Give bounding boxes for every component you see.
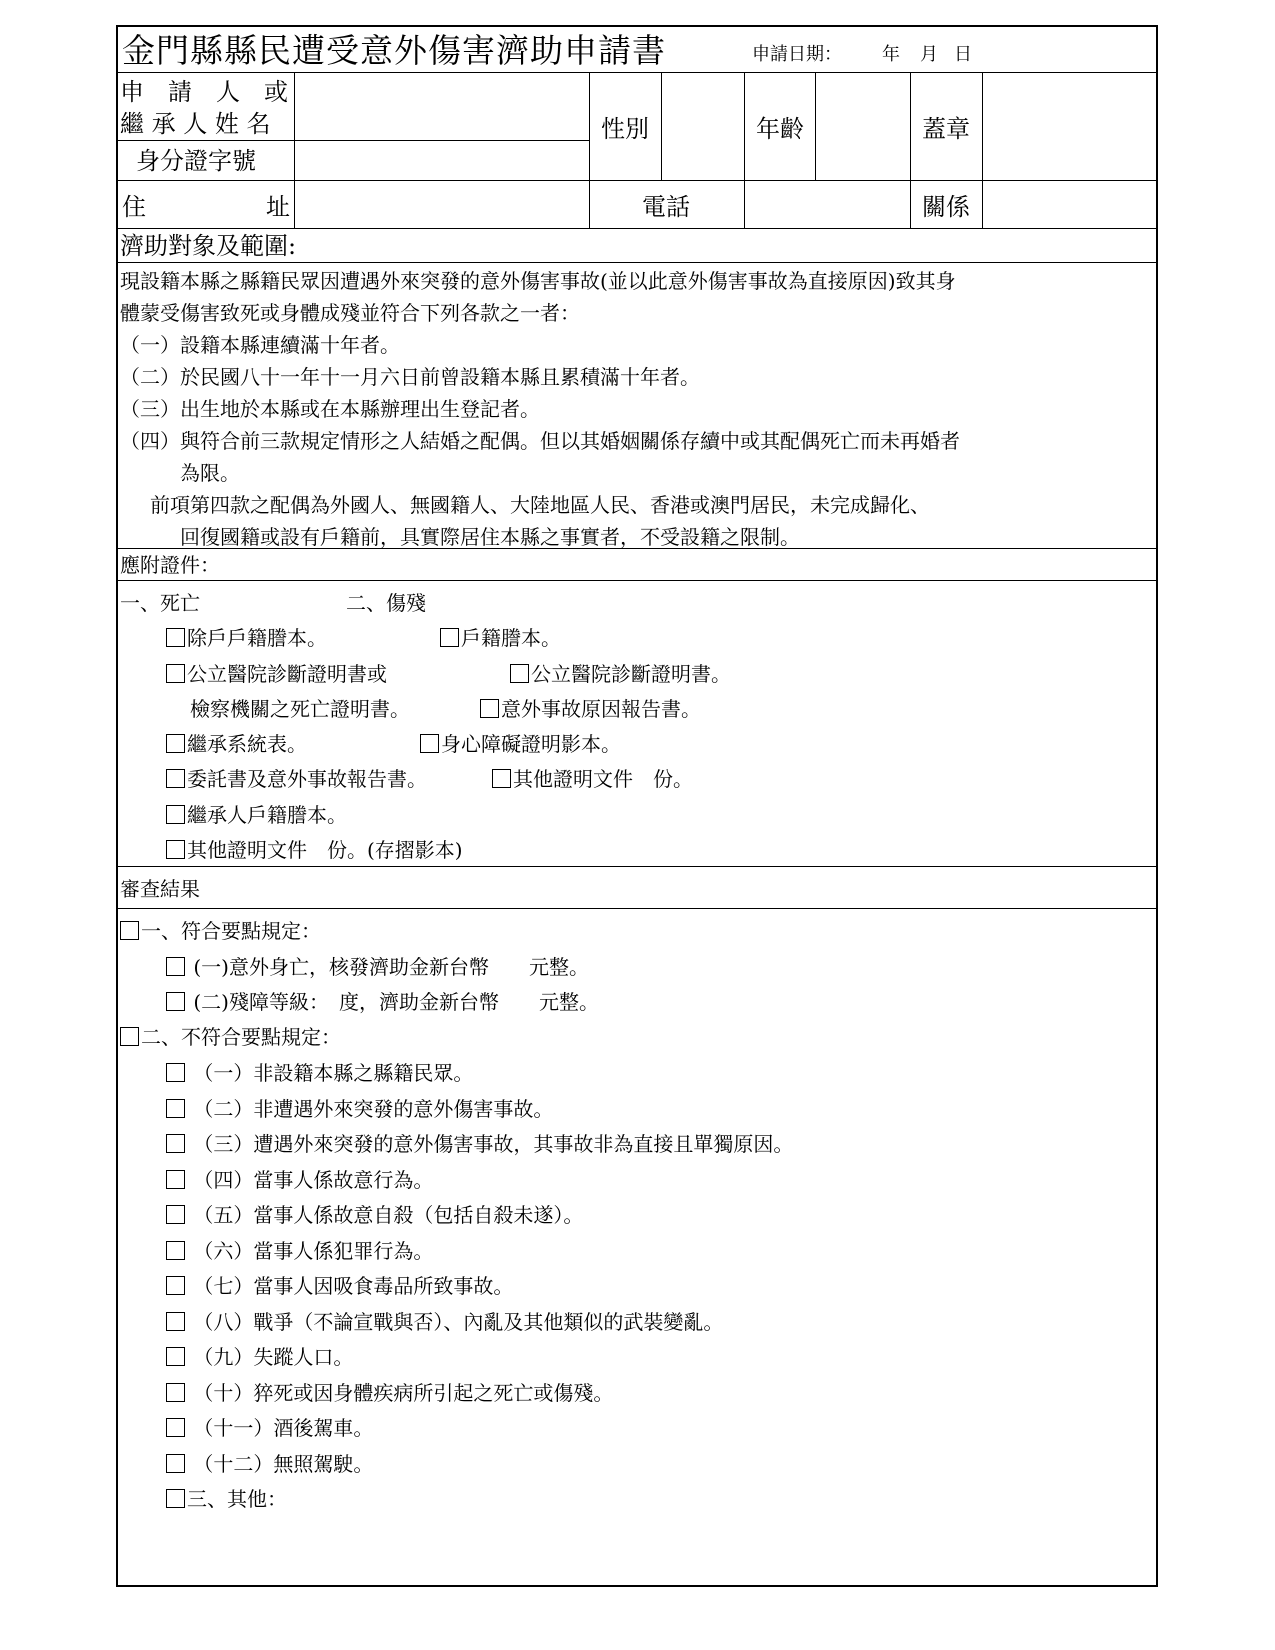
review-heading-row xyxy=(118,867,1156,909)
scope-intro-line2: 體蒙受傷害致死或身體成殘並符合下列各款之一者： xyxy=(120,301,580,325)
checkbox[interactable] xyxy=(166,1241,185,1260)
relation-field[interactable] xyxy=(984,181,1158,229)
age-field[interactable] xyxy=(817,73,908,181)
gender-label: 性別 xyxy=(601,115,649,143)
seal-label: 蓋章 xyxy=(922,115,970,143)
scope-content xyxy=(118,263,1156,549)
checkbox[interactable] xyxy=(166,664,185,683)
scope-intro-line1: 現設籍本縣之縣籍民眾因遭遇外來突發的意外傷害事故(並以此意外傷害事故為直接原因)致其身 xyxy=(120,269,956,293)
conform-item-1: (一)意外身亡，核發濟助金新台幣 元整。 xyxy=(166,957,589,977)
nonconform-item-9: （九）失蹤人口。 xyxy=(166,1347,353,1367)
checkbox[interactable] xyxy=(166,957,185,976)
title-row xyxy=(118,27,1156,73)
checkbox[interactable] xyxy=(166,1205,185,1224)
address-field[interactable] xyxy=(296,181,587,229)
nonconform-item-11: （十一）酒後駕車。 xyxy=(166,1418,373,1438)
scope-item-4-line1: （四）與符合前三款規定情形之人結婚之配偶。但以其婚姻關係存續中或其配偶死亡而未再婚者 xyxy=(120,429,960,453)
date-year: 年 xyxy=(882,44,900,65)
checkbox[interactable] xyxy=(166,769,185,788)
death-heading: 一、死亡 xyxy=(120,591,200,615)
conform-item-2: (二)殘障等級： 度，濟助金新台幣 元整。 xyxy=(166,992,599,1012)
death-item-6: 繼承人戶籍謄本。 xyxy=(166,805,347,825)
checkbox[interactable] xyxy=(166,1418,185,1437)
address-row xyxy=(118,181,1156,229)
checkbox[interactable] xyxy=(166,734,185,753)
scope-heading-row xyxy=(118,229,1156,263)
address-label-left: 住 xyxy=(122,193,146,221)
nonconform-item-8: （八）戰爭（不論宣戰與否）、內亂及其他類似的武裝變亂。 xyxy=(166,1312,723,1332)
date-label: 申請日期： xyxy=(752,44,842,65)
applicant-row xyxy=(118,73,1156,181)
date-month: 月 xyxy=(920,44,938,65)
nonconform-item-2: （二）非遭遇外來突發的意外傷害事故。 xyxy=(166,1099,553,1119)
checkbox[interactable] xyxy=(166,1454,185,1473)
name-label-line2: 繼 承 人 姓 名 xyxy=(120,110,271,138)
scope-item-1: （一）設籍本縣連續滿十年者。 xyxy=(120,333,400,357)
nonconform-item-6: （六）當事人係犯罪行為。 xyxy=(166,1241,433,1261)
injury-item-3: 意外事故原因報告書。 xyxy=(480,699,701,719)
checkbox[interactable] xyxy=(120,921,139,940)
death-item-7: 其他證明文件 份。(存摺影本) xyxy=(166,840,463,860)
phone-label: 電話 xyxy=(642,193,690,221)
gender-field[interactable] xyxy=(663,73,742,181)
nonconform-item-5: （五）當事人係故意自殺（包括自殺未遂）。 xyxy=(166,1205,583,1225)
nonconform-item-12: （十二）無照駕駛。 xyxy=(166,1454,373,1474)
checkbox[interactable] xyxy=(166,628,185,647)
injury-item-2: 公立醫院診斷證明書。 xyxy=(510,664,731,684)
scope-item-3: （三）出生地於本縣或在本縣辦理出生登記者。 xyxy=(120,397,540,421)
nonconform-item-7: （七）當事人因吸食毒品所致事故。 xyxy=(166,1276,513,1296)
nonconform-heading: 二、不符合要點規定： xyxy=(120,1027,341,1047)
relation-label: 關係 xyxy=(922,193,970,221)
other-heading: 三、其他： xyxy=(166,1489,287,1509)
form-title: 金門縣縣民遭受意外傷害濟助申請書 xyxy=(122,31,666,70)
checkbox[interactable] xyxy=(166,1170,185,1189)
scope-item-2: （二）於民國八十一年十一月六日前曾設籍本縣且累積滿十年者。 xyxy=(120,365,700,389)
checkbox[interactable] xyxy=(166,1063,185,1082)
checkbox[interactable] xyxy=(166,1276,185,1295)
death-item-2: 公立醫院診斷證明書或 xyxy=(166,664,387,684)
documents-heading-row xyxy=(118,549,1156,581)
checkbox[interactable] xyxy=(166,1312,185,1331)
id-number-field[interactable] xyxy=(296,142,587,180)
address-label-right: 址 xyxy=(266,193,290,221)
documents-content xyxy=(118,581,1156,867)
checkbox[interactable] xyxy=(166,1347,185,1366)
applicant-name-field[interactable] xyxy=(296,73,587,139)
checkbox[interactable] xyxy=(166,992,185,1011)
checkbox[interactable] xyxy=(480,699,499,718)
checkbox[interactable] xyxy=(440,628,459,647)
checkbox[interactable] xyxy=(420,734,439,753)
age-label: 年齡 xyxy=(756,115,804,143)
nonconform-item-1: （一）非設籍本縣之縣籍民眾。 xyxy=(166,1063,473,1083)
checkbox[interactable] xyxy=(166,805,185,824)
scope-note-line1: 前項第四款之配偶為外國人、無國籍人、大陸地區人民、香港或澳門居民，未完成歸化、 xyxy=(150,493,930,517)
checkbox[interactable] xyxy=(166,1099,185,1118)
injury-item-4: 身心障礙證明影本。 xyxy=(420,734,621,754)
nonconform-item-3: （三）遭遇外來突發的意外傷害事故，其事故非為直接且單獨原因。 xyxy=(166,1134,793,1154)
scope-item-4-line2: 為限。 xyxy=(180,461,240,485)
phone-field[interactable] xyxy=(746,181,908,229)
injury-item-5: 其他證明文件 份。 xyxy=(492,769,693,789)
checkbox[interactable] xyxy=(166,1134,185,1153)
seal-field[interactable] xyxy=(984,73,1158,181)
checkbox[interactable] xyxy=(492,769,511,788)
nonconform-item-4: （四）當事人係故意行為。 xyxy=(166,1170,433,1190)
death-item-5: 委託書及意外事故報告書。 xyxy=(166,769,427,789)
injury-item-1: 戶籍謄本。 xyxy=(440,628,561,648)
review-heading: 審查結果 xyxy=(120,877,200,901)
date-day: 日 xyxy=(954,44,972,65)
death-item-3: 檢察機關之死亡證明書。 xyxy=(190,697,410,721)
conform-heading: 一、符合要點規定： xyxy=(120,921,321,941)
injury-heading: 二、傷殘 xyxy=(346,591,426,615)
checkbox[interactable] xyxy=(166,1383,185,1402)
application-form xyxy=(116,25,1158,1587)
checkbox[interactable] xyxy=(120,1027,139,1046)
documents-heading: 應附證件： xyxy=(120,553,220,577)
scope-heading: 濟助對象及範圍: xyxy=(120,232,297,260)
checkbox[interactable] xyxy=(510,664,529,683)
nonconform-item-10: （十）猝死或因身體疾病所引起之死亡或傷殘。 xyxy=(166,1383,613,1403)
id-label: 身分證字號 xyxy=(136,147,256,175)
death-item-1: 除戶戶籍謄本。 xyxy=(166,628,327,648)
checkbox[interactable] xyxy=(166,1489,185,1508)
death-item-4: 繼承系統表。 xyxy=(166,734,307,754)
scope-note-line2: 回復國籍或設有戶籍前，具實際居住本縣之事實者，不受設籍之限制。 xyxy=(180,525,800,549)
review-content xyxy=(118,909,1156,1587)
checkbox[interactable] xyxy=(166,840,185,859)
name-label-line1: 申 請 人 或 xyxy=(120,78,288,106)
